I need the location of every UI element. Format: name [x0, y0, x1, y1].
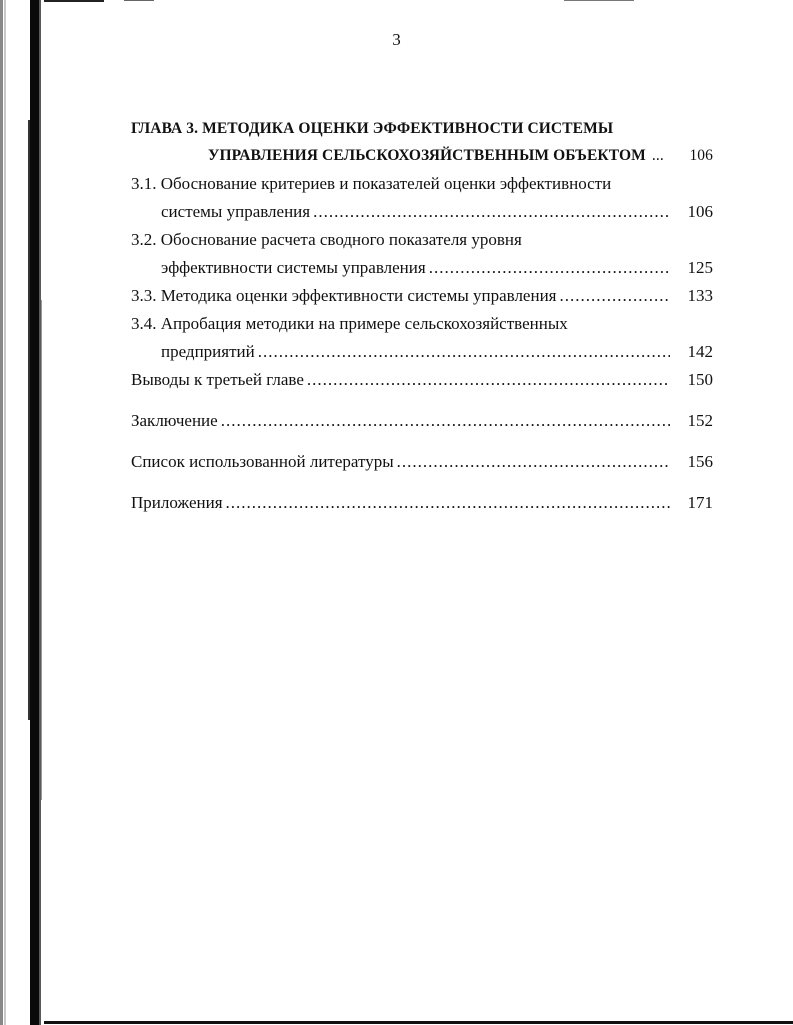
conclusions-chapter-3-entry[interactable] [131, 370, 713, 390]
dot-leader [397, 452, 670, 472]
section-3-4-entry[interactable] [161, 342, 713, 362]
dot-leader [258, 342, 670, 362]
dot-leader [559, 286, 670, 306]
section-3-1-line2: системы управления [161, 202, 311, 221]
dot-leader [221, 411, 670, 431]
section-3-2-entry[interactable] [161, 258, 713, 278]
conclusion-label: Заключение [131, 411, 218, 430]
chapter-entry[interactable] [208, 146, 713, 166]
scan-edge-left [0, 0, 44, 1025]
dot-leader [313, 202, 670, 222]
conclusions-chapter-3-page: 150 [687, 370, 713, 389]
section-3-2-page: 125 [687, 258, 713, 277]
references-page: 156 [687, 452, 713, 471]
dot-leader [429, 258, 670, 278]
conclusion-page: 152 [687, 411, 713, 430]
appendices-page: 171 [687, 493, 713, 512]
chapter-page: 106 [689, 147, 713, 164]
section-3-3-entry[interactable] [131, 286, 713, 306]
section-3-1-line1: 3.1. Обоснование критериев и показателей оценки эффективности [131, 174, 612, 193]
conclusions-chapter-3-label: Выводы к третьей главе [131, 370, 304, 389]
chapter-ellipsis: ... [651, 147, 664, 164]
section-3-2-line1: 3.2. Обоснование расчета сводного показателя уровня [131, 230, 522, 249]
section-3-4-page: 142 [687, 342, 713, 361]
scan-edge-top [44, 0, 793, 4]
section-3-3-page: 133 [687, 286, 713, 305]
section-3-4-line2: предприятий [161, 342, 255, 361]
scan-edge-bottom [44, 1019, 793, 1025]
page-number: 3 [392, 30, 401, 49]
references-entry[interactable] [131, 452, 713, 472]
dot-leader [226, 493, 670, 513]
section-3-1-page: 106 [687, 202, 713, 221]
conclusion-entry[interactable] [131, 411, 713, 431]
chapter-title-line1: ГЛАВА 3. МЕТОДИКА ОЦЕНКИ ЭФФЕКТИВНОСТИ СИСТЕМЫ [131, 120, 614, 137]
section-3-4-line1: 3.4. Апробация методики на примере сельскохозяйственных [131, 314, 568, 333]
section-3-3-line1: 3.3. Методика оценки эффективности системы управления [131, 286, 557, 305]
chapter-title-line2: УПРАВЛЕНИЯ СЕЛЬСКОХОЗЯЙСТВЕННЫМ ОБЪЕКТОМ [208, 147, 646, 164]
section-3-2-line2: эффективности системы управления [161, 258, 426, 277]
appendices-label: Приложения [131, 493, 223, 512]
references-label: Список использованной литературы [131, 452, 394, 471]
dot-leader [307, 370, 670, 390]
section-3-1-entry[interactable] [161, 202, 713, 222]
appendices-entry[interactable] [131, 493, 713, 513]
